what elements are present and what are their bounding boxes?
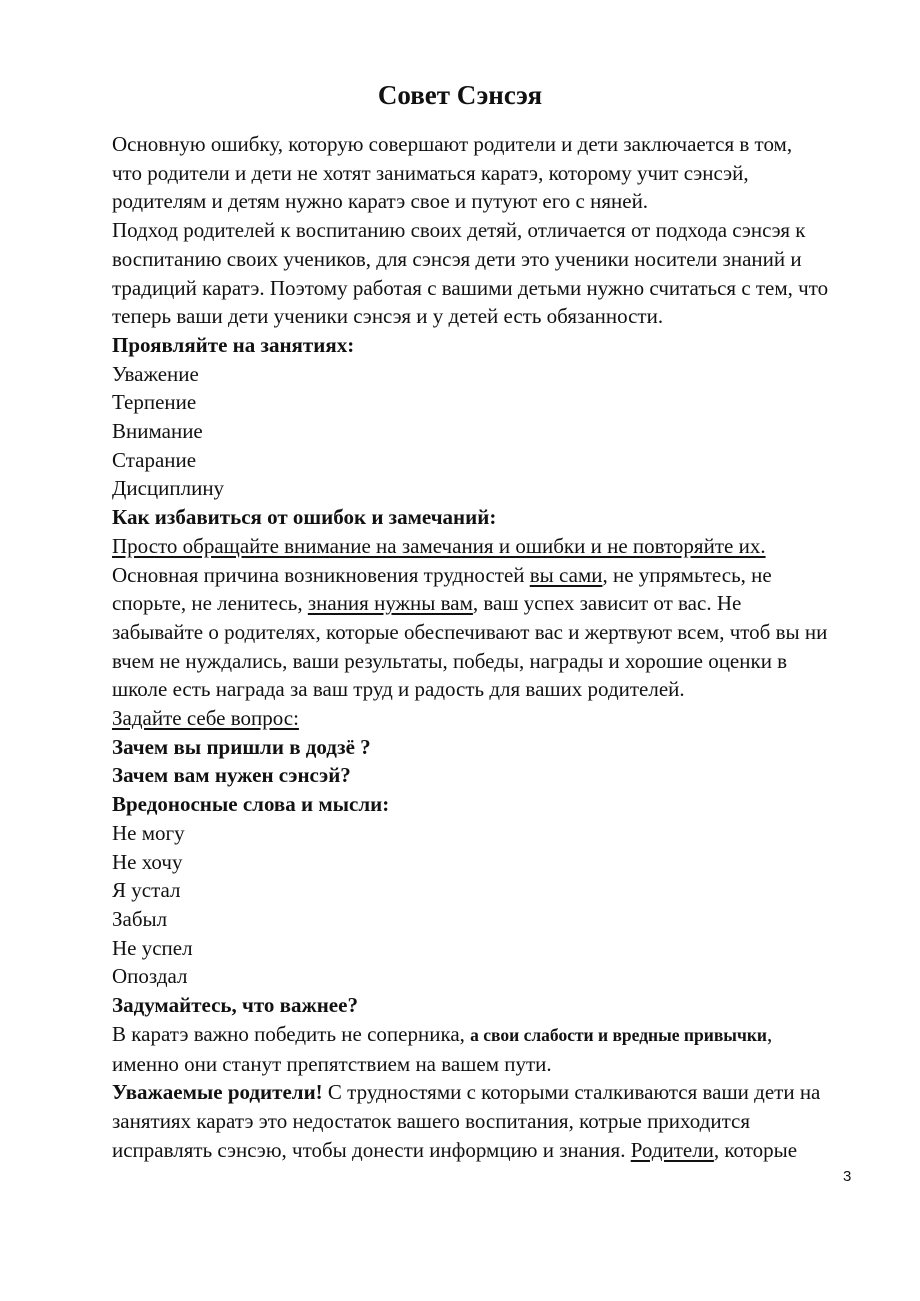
quality-item: Уважение: [112, 361, 199, 386]
paragraph-line: традиций каратэ. Поэтому работая с вашими детьми нужно считаться с тем, что: [112, 275, 829, 300]
paragraph-line: занятиях каратэ это недостаток вашего воспитания, котрые приходится: [112, 1108, 750, 1133]
bold-text: а свои слабости и вредные привычки: [470, 1024, 767, 1045]
text-run: , ваш успех зависит от вас. Не: [472, 591, 742, 616]
quality-item: Дисциплину: [112, 476, 225, 501]
paragraph-line: [112, 1078, 872, 1107]
paragraph-line: родителям и детям нужно каратэ свое и путуют его с няней.: [112, 189, 649, 214]
harmful-word-item: Не хочу: [112, 849, 183, 874]
text-run: , которые: [713, 1137, 798, 1162]
quality-item: Внимание: [112, 419, 203, 444]
advice-line: Просто обращайте внимание на замечания и ошибки и не повторяйте их.: [112, 533, 766, 558]
text-run: , не упрямьтесь, не: [602, 562, 772, 587]
question-line: Зачем вам нужен сэнсэй?: [112, 763, 351, 788]
bold-text: Уважаемые родители!: [112, 1080, 323, 1105]
document-body: [112, 130, 872, 1164]
harmful-word-item: Не успел: [112, 935, 193, 960]
text-run: спорьте, не ленитесь,: [112, 591, 308, 616]
paragraph-line: теперь ваши дети ученики сэнсэя и у детей есть обязанности.: [112, 304, 664, 329]
paragraph-line: вчем не нуждались, ваши результаты, победы, награды и хорошие оценки в: [112, 648, 788, 673]
underlined-text: знания нужны вам: [307, 591, 473, 616]
question-line: Зачем вы пришли в додзё ?: [112, 734, 371, 759]
section-heading-think: Задумайтесь, что важнее?: [112, 993, 358, 1018]
underlined-text: Родители: [630, 1137, 714, 1162]
quality-item: Старание: [112, 447, 197, 472]
text-run: В каратэ важно победить не соперника,: [112, 1021, 471, 1046]
section-heading-show: Проявляйте на занятиях:: [112, 332, 355, 357]
text-run: исправлять сэнсэю, чтобы донести информцию и знания.: [112, 1137, 631, 1162]
paragraph-line: [112, 1020, 872, 1050]
section-heading-avoid: Как избавиться от ошибок и замечаний:: [112, 505, 497, 530]
paragraph-line: воспитанию своих учеников, для сэнсэя дети это ученики носители знаний и: [112, 246, 802, 271]
ask-yourself-line: Задайте себе вопрос:: [112, 706, 299, 731]
section-heading-harmful: Вредоносные слова и мысли:: [112, 792, 390, 817]
page-title: Совет Сэнсэя: [377, 80, 543, 110]
text-run: Основная причина возникновения трудностей: [112, 562, 530, 587]
paragraph-line: именно они станут препятствием на вашем пути.: [112, 1051, 552, 1076]
harmful-word-item: Опоздал: [112, 964, 188, 989]
text-run: ,: [766, 1021, 773, 1046]
paragraph-line: [112, 1136, 872, 1165]
quality-item: Терпение: [112, 390, 197, 415]
page-number: 3: [843, 1168, 852, 1185]
paragraph-line: школе есть награда за ваш труд и радость для ваших родителей.: [112, 677, 685, 702]
paragraph-line: Подход родителей к воспитанию своих детяй, отличается от подхода сэнсэя к: [112, 218, 806, 243]
paragraph-line: забывайте о родителях, которые обеспечивают вас и жертвуют всем, чтоб вы ни: [112, 619, 828, 644]
paragraph-line: Основную ошибку, которую совершают родители и дети заключается в том,: [112, 132, 793, 156]
text-run: С трудностями с которыми сталкиваются ваши дети на: [322, 1080, 821, 1105]
harmful-word-item: Забыл: [112, 906, 168, 931]
harmful-word-item: Не могу: [112, 820, 185, 845]
harmful-word-item: Я устал: [112, 878, 181, 903]
paragraph-line: [112, 561, 872, 590]
paragraph-line: что родители и дети не хотят заниматься каратэ, которому учит сэнсэй,: [112, 160, 749, 185]
underlined-text: вы сами: [529, 562, 603, 587]
paragraph-line: [112, 589, 872, 618]
